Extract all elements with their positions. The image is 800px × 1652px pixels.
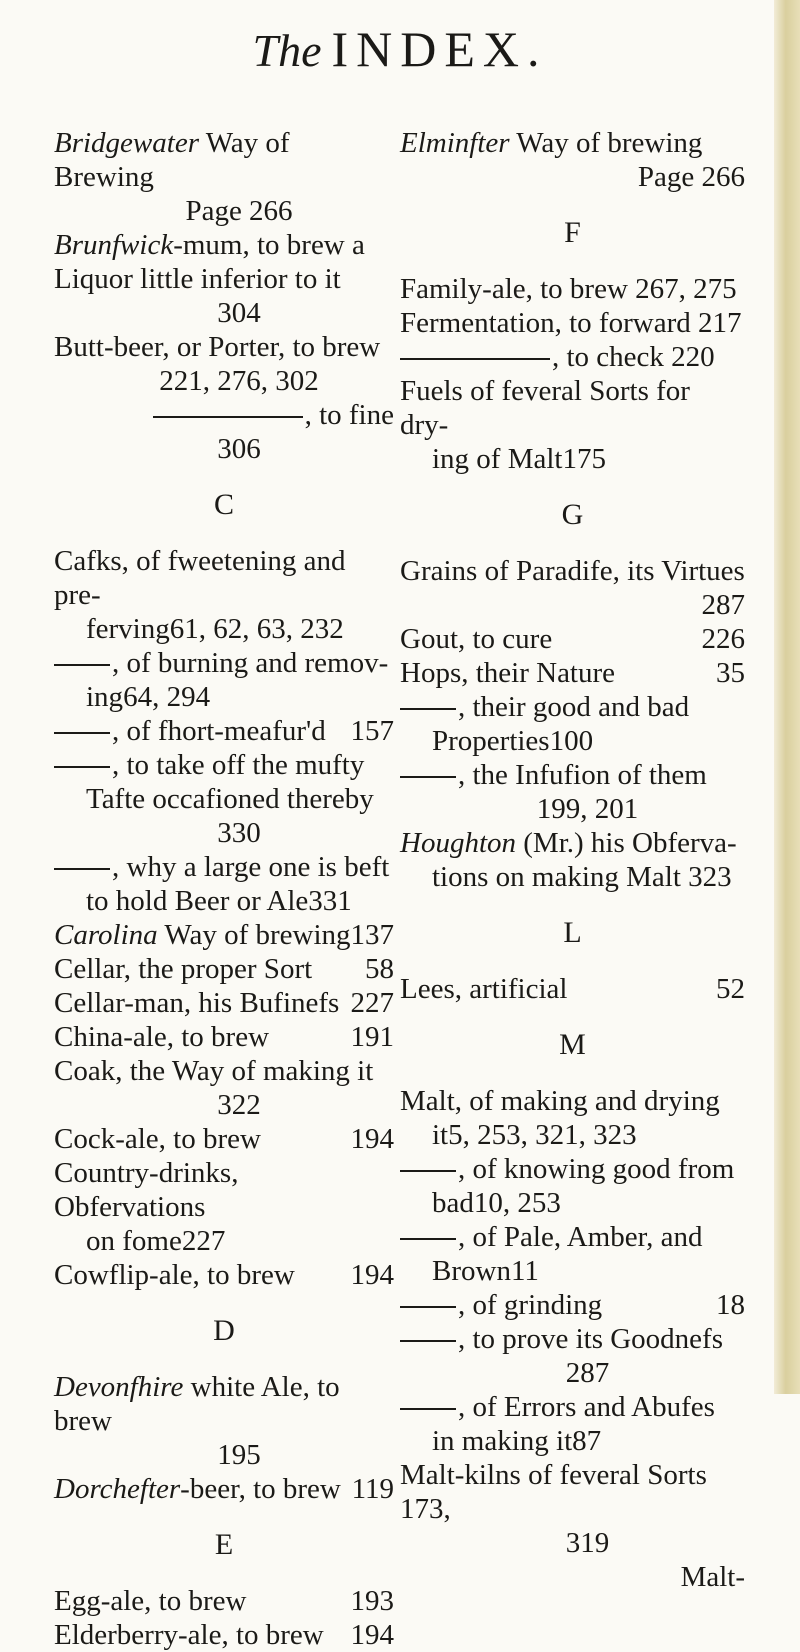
index-entry [400,1390,745,1458]
entry-page: Page 266 [637,161,745,193]
entry-page: 227 [350,987,394,1019]
entry-page: 61, 62, 63, 232 [169,613,344,645]
entry-text: , why a large one is beft [112,851,390,883]
index-entry [54,544,394,646]
entry-page: 137 [350,919,394,951]
index-entry [400,554,745,622]
entry-text: to hold Beer or Ale [86,885,309,917]
entry-page: 64, 294 [123,681,211,713]
entry-text: it [432,1119,449,1151]
entry-page: 35 [716,657,745,689]
entry-head: Bridgewater [54,127,199,159]
entry-page: 10, 253 [473,1187,561,1219]
index-entry [54,1618,394,1652]
entry-text: , of fhort-meafur'd [112,715,326,747]
ditto-dash [400,358,550,360]
entry-page: Page 266 [185,195,293,227]
index-entry [54,1020,394,1054]
ditto-dash [400,1170,456,1172]
entry-text: Grains of Paradife, its Virtues [400,555,745,587]
entry-text: Country-drinks, Obfervations [54,1157,239,1223]
index-column-left [54,126,394,1652]
entry-text: , of burning and remov- [112,647,389,679]
entry-head: Houghton [400,827,516,859]
entry-page: 319 [565,1527,610,1559]
entry-text: Malt-kilns of feveral Sorts 173, [400,1459,707,1525]
entry-page: 5, 253, 321, 323 [448,1119,637,1151]
entry-text: tions on making Malt 323 [432,861,732,893]
entry-page: 221, 276, 302 [159,365,319,397]
index-entry [400,622,745,656]
index-entry [54,1054,394,1122]
entry-page: 194 [350,1123,394,1155]
index-entry [54,918,394,952]
entry-page: 193 [350,1585,394,1617]
entry-text: -beer, to brew [180,1473,341,1505]
index-entry [400,272,745,306]
entry-text: in making it [432,1425,573,1457]
entry-text: ing [86,681,124,713]
ditto-dash [153,416,303,418]
entry-text: on fome [86,1225,182,1257]
entry-page: 227 [181,1225,226,1257]
section-letter-d: D [213,1314,235,1347]
entry-page: 175 [562,443,606,475]
index-entry [400,126,745,194]
entry-head: Elminfter [400,127,510,159]
ditto-dash [400,708,456,710]
header-the: The [252,25,322,76]
ditto-dash [54,868,110,870]
index-entry [400,656,745,690]
index-entry [400,758,745,826]
ditto-dash [54,732,110,734]
entry-page: 287 [701,589,745,621]
index-entry [54,748,394,850]
entry-page: 100 [549,725,594,757]
section-letter-c: C [213,488,234,521]
index-entry [400,1288,745,1322]
entry-text: China-ale, to brew [54,1021,270,1053]
entry-head: Carolina [54,919,158,951]
index-entry: Butt-beer, or Porter, to brew 221, 276, 302 , to fine 306 [54,331,394,465]
index-entry [54,1370,394,1472]
entry-text: Egg-ale, to brew [54,1585,247,1617]
entry-text: Cafks, of fweetening and pre- [54,545,346,611]
section-letter-l: L [563,916,582,949]
entry-text: Brown [432,1255,511,1287]
entry-page: 330 [217,817,261,849]
entry-text: Lees, artificial [400,973,568,1005]
entry-text: Cellar-man, his Bufinefs [54,987,340,1019]
entry-page: 157 [350,715,394,747]
index-entry [400,1322,745,1390]
entry-text: , to check 220 [552,341,715,373]
entry-head: Brunfwick [54,229,174,261]
index-entry [54,228,394,330]
entry-text: , their good and bad [458,691,690,723]
entry-page: 199, 201 [536,793,639,825]
entry-text: , of Pale, Amber, and [458,1221,703,1253]
section-letter-e: E [214,1528,234,1561]
index-column-right [400,126,745,1594]
entry-page: 18 [716,1289,745,1321]
entry-text: Butt-beer, or Porter, to brew [54,331,381,363]
ditto-dash [54,664,110,666]
index-entry [400,1220,745,1288]
entry-text: , to take off the mufty [112,749,365,781]
index-entry [54,986,394,1020]
ditto-dash [400,1306,456,1308]
entry-text: , to prove its Goodnefs [458,1323,723,1355]
entry-page: 194 [350,1619,394,1651]
entry-text: (Mr.) his Obferva- [523,827,737,859]
entry-text: , of Errors and Abufes [458,1391,715,1423]
section-letter-g: G [561,498,584,531]
entry-page: 195 [217,1439,261,1471]
entry-text: -mum, to brew a [173,229,365,261]
index-entry [54,1122,394,1156]
entry-text: Liquor little inferior to it [54,263,341,295]
entry-page: 11 [510,1255,539,1287]
index-entry [54,952,394,986]
index-entry [400,690,745,758]
entry-page: 287 [565,1357,610,1389]
entry-page: 58 [365,953,394,985]
entry-text: Fuels of feveral Sorts for dry- [400,375,690,441]
index-entry [400,340,745,374]
entry-page: 52 [716,973,745,1005]
entry-text: Coak, the Way of making it [54,1055,374,1087]
entry-text: Hops, their Nature [400,657,616,689]
index-entry [400,306,745,340]
ditto-dash [400,1340,456,1342]
section-letter-m: M [559,1028,586,1061]
entry-text: , of grinding [458,1289,603,1321]
entry-text: Tafte occafioned thereby [86,783,374,815]
index-entry [400,1458,745,1594]
entry-text: Cowflip-ale, to brew [54,1259,295,1291]
entry-page: 87 [572,1425,602,1457]
entry-page: 322 [217,1089,261,1121]
entry-text: ferving [86,613,170,645]
entry-head: Dorchefter [54,1473,181,1505]
page-header [0,20,800,78]
entry-page: 304 [217,297,261,329]
catchword: Malt- [680,1561,745,1593]
entry-text: ing of Malt [432,443,563,475]
index-entry [54,126,394,228]
index-entry [400,826,745,894]
index-entry [54,714,394,748]
entry-page: 191 [350,1021,394,1053]
ditto-dash [400,776,456,778]
entry-text: Way of brewing [516,127,703,159]
entry-page: 119 [351,1473,394,1505]
index-entry [54,1472,394,1506]
entry-page: 194 [350,1259,394,1291]
page-edge [774,0,800,1394]
entry-text: , the Infufion of them [458,759,707,791]
index-entry [400,1152,745,1220]
entry-text: Properties [432,725,550,757]
entry-text: Elderberry-ale, to brew [54,1619,324,1651]
entry-text: Way of brewing [164,919,351,951]
entry-text: Family-ale, to brew 267, 275 [400,273,737,305]
ditto-dash [400,1408,456,1410]
index-entry [54,850,394,918]
entry-page: 226 [701,623,745,655]
index-entry [54,1258,394,1292]
index-entry [54,1156,394,1258]
index-entry [54,1584,394,1618]
entry-text: Cellar, the proper Sort [54,953,313,985]
entry-head: Devonfhire [54,1371,184,1403]
index-entry [400,972,745,1006]
entry-page: 306 [217,433,261,465]
index-entry [54,646,394,714]
index-entry [400,1084,745,1152]
entry-text: , of knowing good from [458,1153,735,1185]
entry-text: Cock-ale, to brew [54,1123,261,1155]
section-letter-f: F [564,216,581,249]
ditto-dash [400,1238,456,1240]
entry-text: Fermentation, to forward 217 [400,307,742,339]
entry-text: Malt, of making and drying [400,1085,720,1117]
index-entry [400,374,745,476]
ditto-dash [54,766,110,768]
entry-text: bad [432,1187,474,1219]
entry-text: Way of Brewing [54,127,290,193]
entry-text: Gout, to cure [400,623,553,655]
entry-page: 331 [308,885,352,917]
header-title: INDEX. [331,21,548,77]
entry-text: white Ale, to brew [54,1371,340,1437]
entry-text: to fine [319,399,394,431]
